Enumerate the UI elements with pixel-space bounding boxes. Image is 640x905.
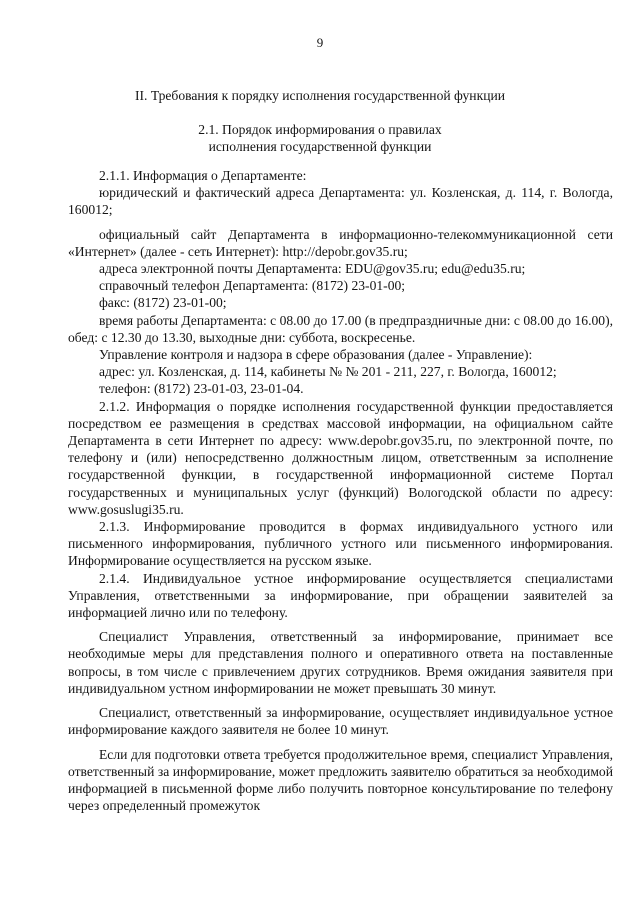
paragraph-directorate-address: адрес: ул. Козленская, д. 114, кабинеты № № 201 - 211, 227, г. Вологда, 160012; (99, 364, 557, 380)
paragraph-2-1-2: 2.1.2. Информация о порядке исполнения государственной функции предоставляется посредством ее размещения в средствах массовой информации, на официальном сайте Департамента в сети Интернет по адресу: www.depobr.gov35.ru, по электронной почте, по телефону и (или) непосредственно должностным лицом, ответственным за исполнение государственной функции, в государственной информационной системе Портал государственных и муниципальных услуг (функций) Вологодской области по адресу: www.gosuslugi35.ru. (68, 398, 613, 517)
paragraph-email: адреса электронной почты Департамента: EDU@gov35.ru; edu@edu35.ru; (99, 261, 526, 277)
paragraph-directorate: Управление контроля и надзора в сфере образования (далее - Управление): (99, 347, 533, 363)
paragraph-specialist-measures: Специалист Управления, ответственный за информирование, принимает все необходимые меры для представления полного и оперативного ответа на поставленные вопросы, в том числе с привлечением других сотрудников. Время ожидания заявителя при индивидуальном устном информировании не может превышать 30 минут. (68, 629, 613, 696)
paragraph-phone: справочный телефон Департамента: (8172) 23-01-00; (99, 278, 406, 294)
subsection-heading (0, 121, 640, 155)
section-heading: II. Требования к порядку исполнения государственной функции (134, 88, 506, 103)
paragraph-fax: факс: (8172) 23-01-00; (99, 295, 227, 311)
document-body (68, 167, 613, 814)
paragraph-work-hours: время работы Департамента: с 08.00 до 17.00 (в предпраздничные дни: с 08.00 до 16.00), обед: с 12.30 до 13.30, выходные дни: суббота, воскресенье. (68, 312, 613, 345)
paragraph-2-1-4: 2.1.4. Индивидуальное устное информирование осуществляется специалистами Управления, ответственными за информирование, при обращении заявителей за информацией лично или по телефону. (68, 570, 613, 621)
page-number: 9 (316, 35, 324, 50)
paragraph-directorate-phone: телефон: (8172) 23-01-03, 23-01-04. (99, 381, 304, 397)
subsection-heading-line-2: исполнения государственной функции (208, 139, 432, 154)
paragraph-address: юридический и фактический адреса Департамента: ул. Козленская, д. 114, г. Вологда, 160012; (68, 185, 613, 218)
paragraph-website: официальный сайт Департамента в информационно-телекоммуникационной сети «Интернет» (далее - сеть Интернет): http://depobr.gov35.ru; (68, 226, 613, 259)
paragraph-2-1-1: 2.1.1. Информация о Департаменте: (99, 168, 307, 183)
paragraph-specialist-time: Специалист, ответственный за информирование, осуществляет индивидуальное устное информирование каждого заявителя не более 10 минут. (68, 705, 613, 738)
paragraph-2-1-3: 2.1.3. Информирование проводится в формах индивидуального устного или письменного информирования, публичного устного или письменного информирования. Информирование осуществляется на русском языке. (68, 519, 613, 569)
paragraph-long-answer: Если для подготовки ответа требуется продолжительное время, специалист Управления, ответственный за информирование, может предложить заявителю обратиться за необходимой информацией в письменной форме либо получить повторное консультирование по телефону через определенный промежуток (68, 746, 613, 814)
subsection-heading-line-1: 2.1. Порядок информирования о правилах (198, 122, 442, 137)
